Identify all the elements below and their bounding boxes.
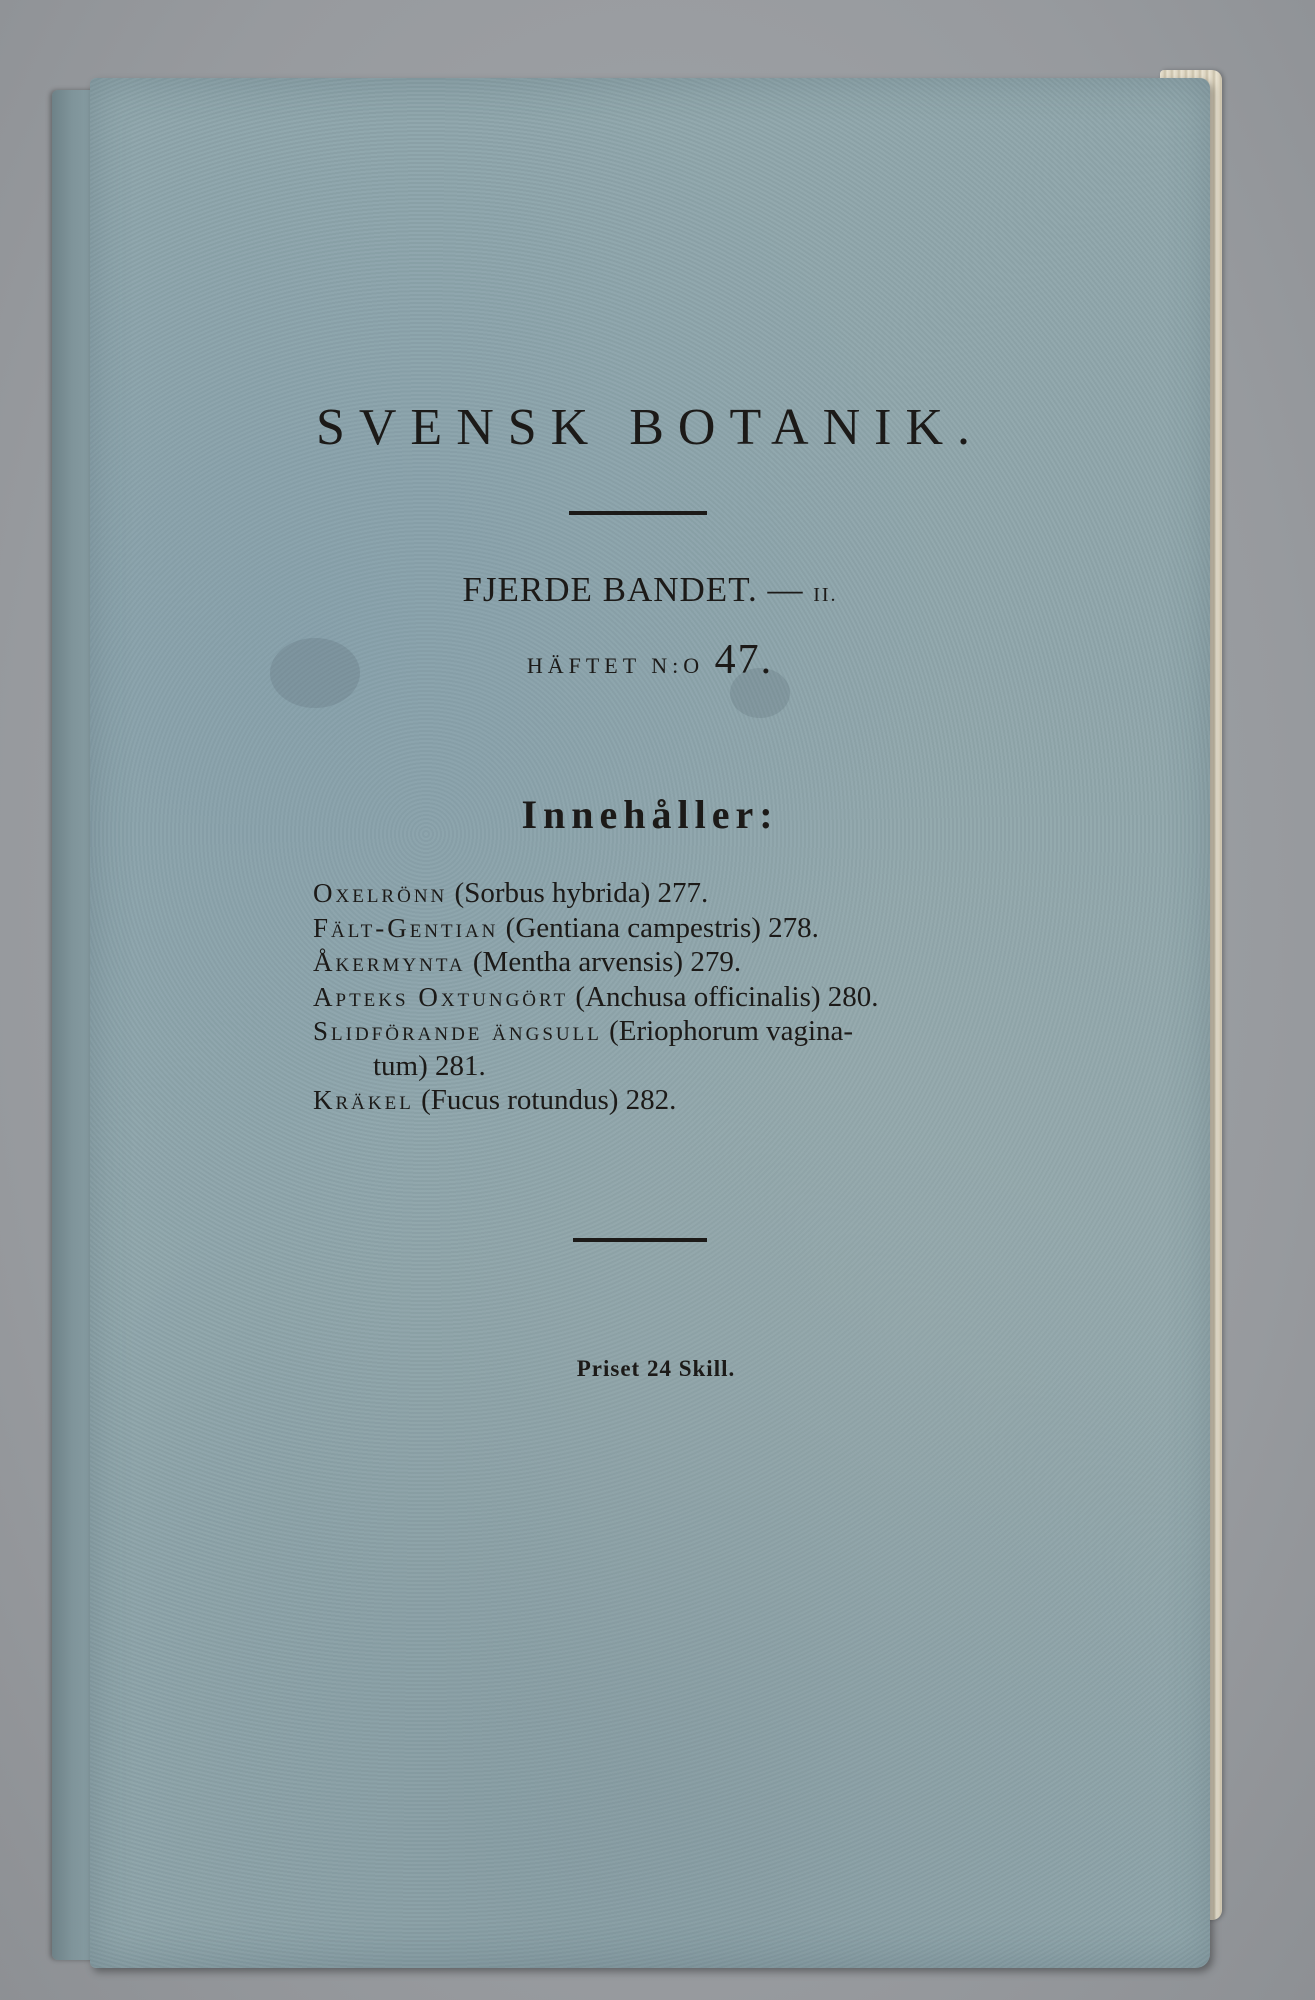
price-label: Priset 24 Skill. <box>576 1356 736 1381</box>
plant-detail: (Mentha arvensis) 279. <box>472 946 742 978</box>
title-divider <box>569 511 707 515</box>
issue-number: 47. <box>714 637 774 683</box>
plant-name: Åkermynta <box>313 947 466 977</box>
contents-list <box>313 876 1053 1118</box>
volume-line <box>90 570 1210 610</box>
issue-label: HÄFTET N:O <box>526 653 705 678</box>
issue-line <box>90 636 1210 684</box>
volume-label: FJERDE BANDET. — <box>462 570 804 609</box>
contents-heading: Innehåller: <box>521 792 779 837</box>
plant-detail: (Fucus rotundus) 282. <box>421 1084 677 1116</box>
book-title: SVENSK BOTANIK. <box>315 399 985 456</box>
plant-name: Apteks Oxtungört <box>313 981 569 1012</box>
list-item <box>313 876 1053 911</box>
list-item <box>313 1014 1053 1049</box>
plant-detail: (Anchusa officinalis) 280. <box>575 980 879 1013</box>
contents-divider <box>573 1238 707 1242</box>
plant-name: Kräkel <box>313 1085 414 1115</box>
plant-detail: (Eriophorum vagina- <box>609 1015 854 1047</box>
volume-suffix: II. <box>813 584 838 606</box>
plant-detail: (Sorbus hybrida) 277. <box>454 877 709 909</box>
list-item-continuation <box>313 1049 1053 1084</box>
plant-name: Slidförande ängsull <box>313 1016 602 1046</box>
book-cover <box>90 78 1210 1968</box>
list-item <box>313 911 1053 946</box>
plant-name: Fält-Gentian <box>313 912 499 943</box>
list-item <box>313 1083 1053 1118</box>
cover-text-block <box>90 78 1210 1968</box>
plant-name: Oxelrönn <box>313 878 448 908</box>
list-item <box>313 980 1053 1015</box>
plant-detail: tum) 281. <box>373 1049 486 1082</box>
plant-detail: (Gentiana campestris) 278. <box>505 911 819 944</box>
list-item <box>313 945 1053 980</box>
